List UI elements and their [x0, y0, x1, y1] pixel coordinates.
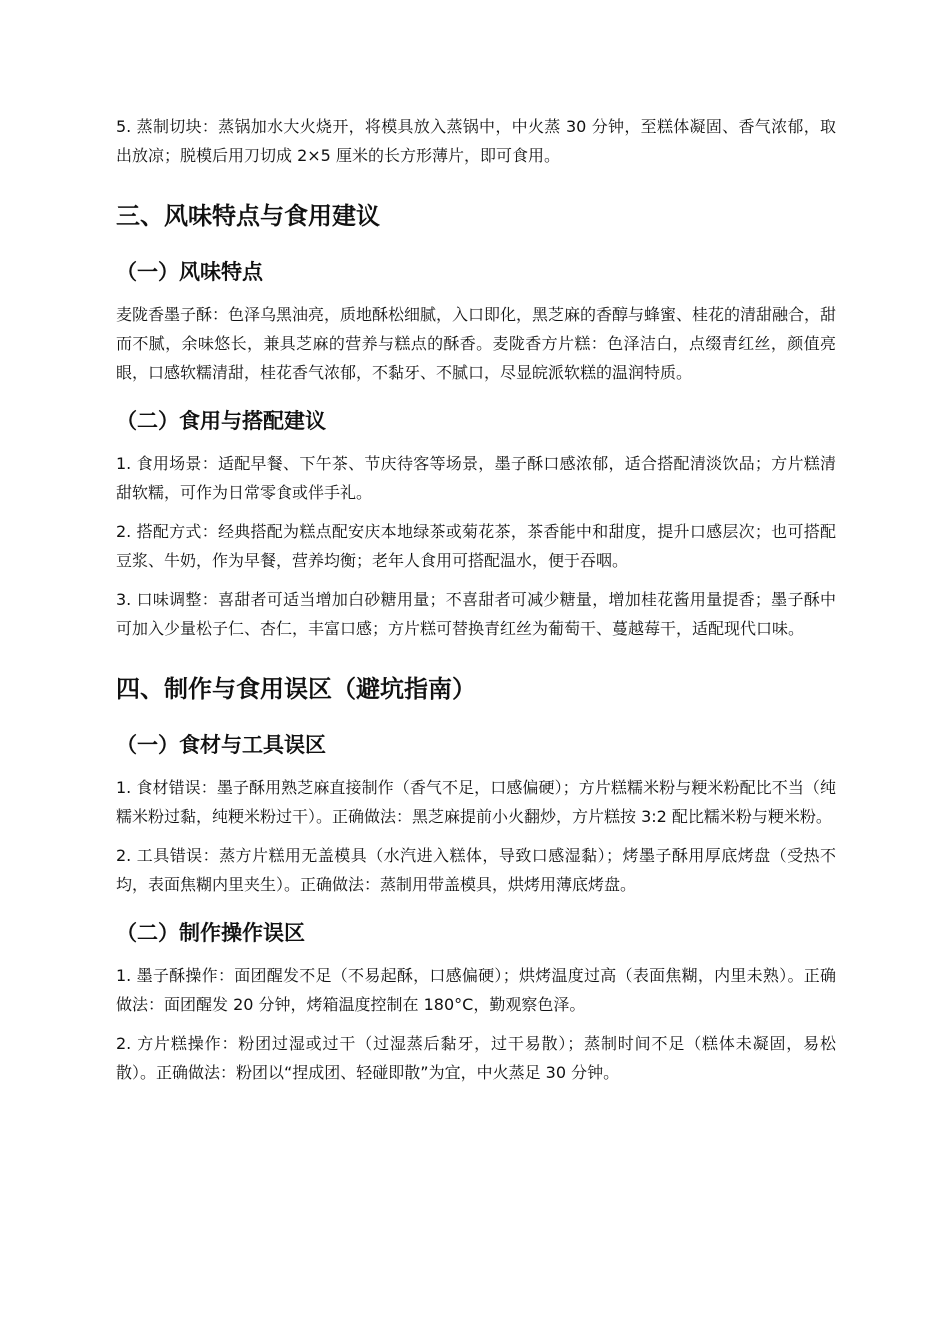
section-3-1-title: （一）风味特点 [116, 260, 263, 284]
flavor-paragraph: 麦陇香墨子酥：色泽乌黑油亮，质地酥松细腻，入口即化，黑芝麻的香醇与蜂蜜、桂花的清甜融合，甜而不腻，余味悠长，兼具芝麻的营养与糕点的酥香。麦陇香方片糕：色泽洁白，点缀青红丝，颜值亮眼，口感软糯清甜，桂花香气浓郁，不黏牙、不腻口，尽显皖派软糕的温润特质。 [116, 305, 837, 382]
list-item: 1. 墨子酥操作：面团醒发不足（不易起酥，口感偏硬）；烘烤温度过高（表面焦糊，内里未熟）。正确做法：面团醒发 20 分钟，烤箱温度控制在 180°C，勤观察色泽。 [116, 966, 836, 1014]
section-4-title: 四、制作与食用误区（避坑指南） [116, 675, 476, 703]
section-3-2-title: （二）食用与搭配建议 [116, 409, 326, 433]
list-item: 1. 食用场景：适配早餐、下午茶、节庆待客等场景，墨子酥口感浓郁，适合搭配清淡饮品；方片糕清甜软糯，可作为日常零食或伴手礼。 [116, 454, 836, 502]
list-item: 1. 食材错误：墨子酥用熟芝麻直接制作（香气不足，口感偏硬）；方片糕糯米粉与粳米粉配比不当（纯糯米粉过黏，纯粳米粉过干）。正确做法：黑芝麻提前小火翻炒，方片糕按 3:2 配比糯米粉与粳米粉。 [116, 778, 836, 826]
list-item: 2. 方片糕操作：粉团过湿或过干（过湿蒸后黏牙，过干易散）；蒸制时间不足（糕体未凝固，易松散）。正确做法：粉团以“捏成团、轻碰即散”为宜，中火蒸足 30 分钟。 [116, 1034, 836, 1082]
section-3-title: 三、风味特点与食用建议 [116, 202, 380, 230]
step-5-paragraph: 5. 蒸制切块：蒸锅加水大火烧开，将模具放入蒸锅中，中火蒸 30 分钟，至糕体凝固、香气浓郁，取出放凉；脱模后用刀切成 2×5 厘米的长方形薄片，即可食用。 [116, 117, 836, 165]
list-item: 2. 工具错误：蒸方片糕用无盖模具（水汽进入糕体，导致口感湿黏）；烤墨子酥用厚底烤盘（受热不均，表面焦糊内里夹生）。正确做法：蒸制用带盖模具，烘烤用薄底烤盘。 [116, 846, 836, 894]
section-4-2-title: （二）制作操作误区 [116, 921, 305, 945]
section-4-1-title: （一）食材与工具误区 [116, 733, 326, 757]
list-item: 2. 搭配方式：经典搭配为糕点配安庆本地绿茶或菊花茶，茶香能中和甜度，提升口感层次；也可搭配豆浆、牛奶，作为早餐，营养均衡；老年人食用可搭配温水，便于吞咽。 [116, 522, 836, 570]
list-item: 3. 口味调整：喜甜者可适当增加白砂糖用量；不喜甜者可减少糖量，增加桂花酱用量提香；墨子酥中可加入少量松子仁、杏仁，丰富口感；方片糕可替换青红丝为葡萄干、蔓越莓干，适配现代口味。 [116, 590, 836, 638]
document-page [116, 112, 836, 1097]
